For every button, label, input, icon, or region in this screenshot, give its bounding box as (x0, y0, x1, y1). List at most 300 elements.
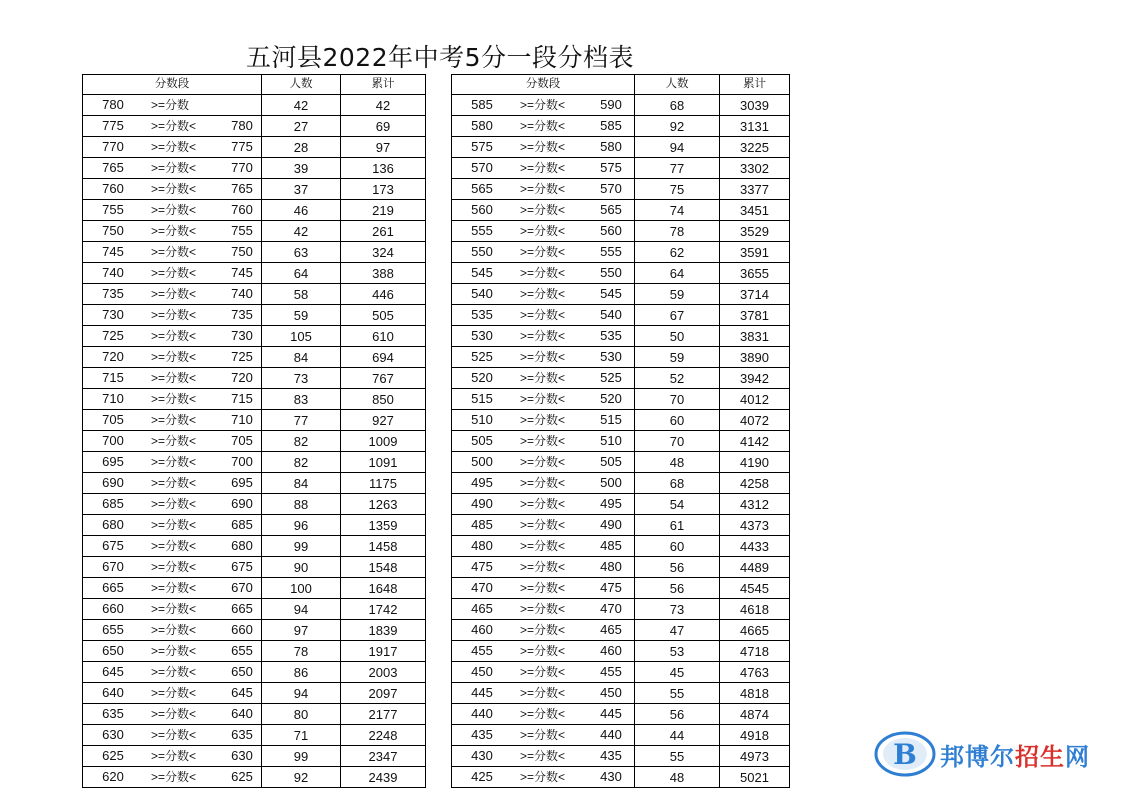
table-row (452, 431, 790, 452)
cumulative-cell: 4545 (720, 578, 790, 599)
range-operator: >=分数< (151, 707, 197, 722)
range-operator: >=分数< (520, 518, 566, 533)
cumulative-cell: 1548 (341, 557, 426, 578)
table-row (83, 116, 426, 137)
score-range-cell (83, 137, 262, 158)
table-row (452, 473, 790, 494)
header-range: 分数段 (452, 75, 635, 95)
table-row (452, 494, 790, 515)
table-row (452, 641, 790, 662)
cumulative-cell: 3529 (720, 221, 790, 242)
range-lower: 690 (102, 475, 124, 491)
table-row (83, 767, 426, 788)
count-cell: 46 (262, 200, 341, 221)
table-row (83, 137, 426, 158)
range-lower: 730 (102, 307, 124, 323)
cumulative-cell: 610 (341, 326, 426, 347)
table-row (83, 578, 426, 599)
range-operator: >=分数< (151, 602, 197, 617)
count-cell: 68 (635, 473, 720, 494)
score-range-cell (452, 683, 635, 704)
range-upper: 770 (231, 160, 253, 176)
score-range-cell (452, 200, 635, 221)
range-operator: >=分数< (151, 560, 197, 575)
cumulative-cell: 42 (341, 95, 426, 116)
table-row (452, 683, 790, 704)
range-operator: >=分数< (151, 539, 197, 554)
cumulative-cell: 4665 (720, 620, 790, 641)
range-lower: 535 (471, 307, 493, 323)
range-lower: 435 (471, 727, 493, 743)
range-upper: 745 (231, 265, 253, 281)
header-range: 分数段 (83, 75, 262, 95)
table-row (83, 200, 426, 221)
count-cell: 73 (262, 368, 341, 389)
count-cell: 84 (262, 473, 341, 494)
range-operator: >=分数< (520, 749, 566, 764)
score-range-cell (83, 221, 262, 242)
table-row (452, 284, 790, 305)
cumulative-cell: 4874 (720, 704, 790, 725)
watermark-text-part2: 招生 (1015, 741, 1065, 771)
score-range-cell (452, 746, 635, 767)
range-operator: >=分数< (151, 644, 197, 659)
table-row (83, 368, 426, 389)
count-cell: 77 (635, 158, 720, 179)
range-operator: >=分数< (151, 371, 197, 386)
range-operator: >=分数< (520, 560, 566, 575)
range-lower: 510 (471, 412, 493, 428)
range-upper: 780 (231, 118, 253, 134)
table-row (83, 242, 426, 263)
score-range-cell (452, 389, 635, 410)
table-row (452, 116, 790, 137)
cumulative-cell: 446 (341, 284, 426, 305)
range-operator: >=分数< (520, 350, 566, 365)
count-cell: 63 (262, 242, 341, 263)
score-range-cell (83, 347, 262, 368)
range-upper: 530 (600, 349, 622, 365)
cumulative-cell: 5021 (720, 767, 790, 788)
range-operator: >=分数< (520, 245, 566, 260)
cumulative-cell: 1917 (341, 641, 426, 662)
score-table-left-body (83, 95, 426, 788)
cumulative-cell: 4142 (720, 431, 790, 452)
range-upper: 580 (600, 139, 622, 155)
count-cell: 60 (635, 410, 720, 431)
cumulative-cell: 69 (341, 116, 426, 137)
table-row (452, 179, 790, 200)
cumulative-cell: 3655 (720, 263, 790, 284)
range-upper: 485 (600, 538, 622, 554)
table-row (83, 473, 426, 494)
range-upper: 570 (600, 181, 622, 197)
count-cell: 92 (262, 767, 341, 788)
cumulative-cell: 4433 (720, 536, 790, 557)
cumulative-cell: 3039 (720, 95, 790, 116)
table-row (83, 326, 426, 347)
score-table-right-body (452, 95, 790, 788)
table-row (452, 452, 790, 473)
count-cell: 82 (262, 431, 341, 452)
score-range-cell (452, 620, 635, 641)
table-row (83, 179, 426, 200)
range-operator: >=分数< (520, 770, 566, 785)
cumulative-cell: 2248 (341, 725, 426, 746)
cumulative-cell: 694 (341, 347, 426, 368)
cumulative-cell: 3942 (720, 368, 790, 389)
range-operator: >=分数< (151, 749, 197, 764)
score-range-cell (83, 452, 262, 473)
count-cell: 59 (635, 284, 720, 305)
cumulative-cell: 4012 (720, 389, 790, 410)
table-row (452, 410, 790, 431)
range-operator: >=分数< (151, 665, 197, 680)
range-operator: >=分数< (520, 392, 566, 407)
cumulative-cell: 4763 (720, 662, 790, 683)
range-lower: 625 (102, 748, 124, 764)
cumulative-cell: 1263 (341, 494, 426, 515)
score-range-cell (452, 95, 635, 116)
range-upper: 760 (231, 202, 253, 218)
b-circle-logo-icon (874, 731, 936, 777)
watermark-text (940, 737, 1090, 772)
score-range-cell (83, 662, 262, 683)
table-row (83, 494, 426, 515)
range-lower: 635 (102, 706, 124, 722)
cumulative-cell: 1648 (341, 578, 426, 599)
cumulative-cell: 97 (341, 137, 426, 158)
range-upper: 690 (231, 496, 253, 512)
range-operator: >=分数< (520, 707, 566, 722)
table-row (452, 599, 790, 620)
range-lower: 455 (471, 643, 493, 659)
range-upper: 775 (231, 139, 253, 155)
cumulative-cell: 1359 (341, 515, 426, 536)
table-header-row (83, 75, 426, 95)
score-range-cell (452, 137, 635, 158)
count-cell: 82 (262, 452, 341, 473)
score-range-cell (452, 326, 635, 347)
score-range-cell (452, 662, 635, 683)
score-range-cell (452, 158, 635, 179)
range-operator: >=分数< (151, 329, 197, 344)
cumulative-cell: 927 (341, 410, 426, 431)
svg-text:B: B (893, 738, 917, 771)
table-row (83, 641, 426, 662)
table-row (83, 95, 426, 116)
score-range-cell (83, 368, 262, 389)
range-lower: 720 (102, 349, 124, 365)
range-lower: 495 (471, 475, 493, 491)
cumulative-cell: 4718 (720, 641, 790, 662)
range-operator: >=分数< (151, 728, 197, 743)
table-row (83, 347, 426, 368)
count-cell: 92 (635, 116, 720, 137)
table-row (83, 431, 426, 452)
range-lower: 725 (102, 328, 124, 344)
range-lower: 745 (102, 244, 124, 260)
cumulative-cell: 261 (341, 221, 426, 242)
range-operator: >=分数< (151, 119, 197, 134)
count-cell: 62 (635, 242, 720, 263)
range-operator: >=分数< (151, 308, 197, 323)
range-lower: 490 (471, 496, 493, 512)
range-lower: 680 (102, 517, 124, 533)
range-lower: 715 (102, 370, 124, 386)
table-row (452, 305, 790, 326)
range-operator: >=分数< (520, 686, 566, 701)
header-cumulative: 累计 (720, 75, 790, 95)
range-upper: 670 (231, 580, 253, 596)
table-row (452, 704, 790, 725)
count-cell: 54 (635, 494, 720, 515)
range-operator: >=分数< (520, 497, 566, 512)
cumulative-cell: 1175 (341, 473, 426, 494)
score-range-cell (83, 620, 262, 641)
count-cell: 67 (635, 305, 720, 326)
range-upper: 680 (231, 538, 253, 554)
range-operator: >=分数< (151, 413, 197, 428)
cumulative-cell: 3781 (720, 305, 790, 326)
range-lower: 670 (102, 559, 124, 575)
range-operator: >=分数< (520, 119, 566, 134)
cumulative-cell: 2003 (341, 662, 426, 683)
cumulative-cell: 3302 (720, 158, 790, 179)
count-cell: 94 (635, 137, 720, 158)
range-operator: >=分数< (151, 350, 197, 365)
cumulative-cell: 136 (341, 158, 426, 179)
cumulative-cell: 3131 (720, 116, 790, 137)
range-upper: 625 (231, 769, 253, 785)
cumulative-cell: 1009 (341, 431, 426, 452)
count-cell: 48 (635, 767, 720, 788)
range-operator: >=分数< (520, 329, 566, 344)
score-range-cell (452, 284, 635, 305)
count-cell: 28 (262, 137, 341, 158)
range-lower: 565 (471, 181, 493, 197)
range-operator: >=分数< (151, 245, 197, 260)
table-row (83, 746, 426, 767)
cumulative-cell: 850 (341, 389, 426, 410)
table-row (452, 389, 790, 410)
range-upper: 720 (231, 370, 253, 386)
range-lower: 645 (102, 664, 124, 680)
score-range-cell (83, 683, 262, 704)
range-operator: >=分数< (520, 203, 566, 218)
range-lower: 655 (102, 622, 124, 638)
cumulative-cell: 4258 (720, 473, 790, 494)
score-range-cell (83, 494, 262, 515)
range-upper: 550 (600, 265, 622, 281)
table-row (452, 536, 790, 557)
count-cell: 99 (262, 536, 341, 557)
range-upper: 735 (231, 307, 253, 323)
count-cell: 48 (635, 452, 720, 473)
cumulative-cell: 219 (341, 200, 426, 221)
count-cell: 59 (635, 347, 720, 368)
count-cell: 75 (635, 179, 720, 200)
range-lower: 770 (102, 139, 124, 155)
range-lower: 760 (102, 181, 124, 197)
range-upper: 440 (600, 727, 622, 743)
range-upper: 685 (231, 517, 253, 533)
table-row (83, 515, 426, 536)
range-upper: 655 (231, 643, 253, 659)
cumulative-cell: 3831 (720, 326, 790, 347)
range-operator: >=分数 (151, 98, 190, 113)
cumulative-cell: 1742 (341, 599, 426, 620)
table-row (452, 326, 790, 347)
range-lower: 530 (471, 328, 493, 344)
score-range-cell (452, 368, 635, 389)
range-upper: 645 (231, 685, 253, 701)
watermark-text-part3: 网 (1065, 741, 1090, 771)
cumulative-cell: 173 (341, 179, 426, 200)
score-range-cell (452, 494, 635, 515)
count-cell: 86 (262, 662, 341, 683)
page-title: 五河县2022年中考5分一段分档表 (245, 43, 635, 72)
cumulative-cell: 4072 (720, 410, 790, 431)
table-row (452, 95, 790, 116)
range-operator: >=分数< (151, 203, 197, 218)
range-operator: >=分数< (520, 266, 566, 281)
score-range-cell (83, 704, 262, 725)
count-cell: 94 (262, 683, 341, 704)
count-cell: 27 (262, 116, 341, 137)
count-cell: 70 (635, 431, 720, 452)
range-upper: 740 (231, 286, 253, 302)
score-range-cell (452, 767, 635, 788)
score-range-cell (83, 641, 262, 662)
range-lower: 485 (471, 517, 493, 533)
range-operator: >=分数< (151, 161, 197, 176)
range-operator: >=分数< (151, 266, 197, 281)
cumulative-cell: 2347 (341, 746, 426, 767)
range-lower: 540 (471, 286, 493, 302)
score-range-cell (452, 725, 635, 746)
range-upper: 470 (600, 601, 622, 617)
count-cell: 84 (262, 347, 341, 368)
score-range-cell (452, 263, 635, 284)
score-range-cell (452, 641, 635, 662)
range-upper: 455 (600, 664, 622, 680)
cumulative-cell: 4918 (720, 725, 790, 746)
table-row (83, 620, 426, 641)
range-lower: 585 (471, 97, 493, 113)
range-operator: >=分数< (520, 161, 566, 176)
range-lower: 630 (102, 727, 124, 743)
score-range-cell (452, 305, 635, 326)
score-range-cell (83, 116, 262, 137)
range-operator: >=分数< (520, 413, 566, 428)
range-upper: 585 (600, 118, 622, 134)
score-range-cell (83, 410, 262, 431)
watermark (874, 730, 1114, 778)
range-lower: 470 (471, 580, 493, 596)
count-cell: 37 (262, 179, 341, 200)
count-cell: 42 (262, 221, 341, 242)
range-upper: 445 (600, 706, 622, 722)
count-cell: 55 (635, 683, 720, 704)
count-cell: 80 (262, 704, 341, 725)
range-lower: 545 (471, 265, 493, 281)
table-row (452, 137, 790, 158)
range-operator: >=分数< (151, 623, 197, 638)
range-lower: 550 (471, 244, 493, 260)
range-lower: 450 (471, 664, 493, 680)
score-range-cell (452, 473, 635, 494)
cumulative-cell: 2439 (341, 767, 426, 788)
cumulative-cell: 505 (341, 305, 426, 326)
table-row (83, 284, 426, 305)
count-cell: 78 (635, 221, 720, 242)
table-row (452, 578, 790, 599)
range-operator: >=分数< (151, 518, 197, 533)
range-operator: >=分数< (520, 476, 566, 491)
count-cell: 78 (262, 641, 341, 662)
table-row (83, 557, 426, 578)
range-operator: >=分数< (151, 770, 197, 785)
range-upper: 495 (600, 496, 622, 512)
range-lower: 580 (471, 118, 493, 134)
range-lower: 465 (471, 601, 493, 617)
range-operator: >=分数< (520, 224, 566, 239)
table-row (452, 242, 790, 263)
score-range-cell (83, 767, 262, 788)
cumulative-cell: 4312 (720, 494, 790, 515)
table-row (83, 410, 426, 431)
table-row (452, 662, 790, 683)
range-lower: 620 (102, 769, 124, 785)
range-operator: >=分数< (520, 602, 566, 617)
count-cell: 64 (635, 263, 720, 284)
score-range-cell (452, 515, 635, 536)
count-cell: 52 (635, 368, 720, 389)
count-cell: 44 (635, 725, 720, 746)
range-lower: 685 (102, 496, 124, 512)
range-upper: 510 (600, 433, 622, 449)
range-operator: >=分数< (151, 497, 197, 512)
range-operator: >=分数< (151, 140, 197, 155)
cumulative-cell: 4618 (720, 599, 790, 620)
cumulative-cell: 1091 (341, 452, 426, 473)
score-range-cell (83, 326, 262, 347)
score-range-cell (452, 221, 635, 242)
range-lower: 475 (471, 559, 493, 575)
range-upper: 675 (231, 559, 253, 575)
table-row (83, 452, 426, 473)
range-upper: 525 (600, 370, 622, 386)
table-row (452, 221, 790, 242)
range-operator: >=分数< (151, 287, 197, 302)
range-operator: >=分数< (520, 455, 566, 470)
header-count: 人数 (262, 75, 341, 95)
cumulative-cell: 767 (341, 368, 426, 389)
score-range-cell (83, 263, 262, 284)
table-row (83, 683, 426, 704)
range-upper: 710 (231, 412, 253, 428)
range-lower: 700 (102, 433, 124, 449)
range-upper: 630 (231, 748, 253, 764)
count-cell: 64 (262, 263, 341, 284)
cumulative-cell: 324 (341, 242, 426, 263)
range-operator: >=分数< (151, 224, 197, 239)
count-cell: 105 (262, 326, 341, 347)
range-operator: >=分数< (520, 371, 566, 386)
range-upper: 650 (231, 664, 253, 680)
range-upper: 475 (600, 580, 622, 596)
